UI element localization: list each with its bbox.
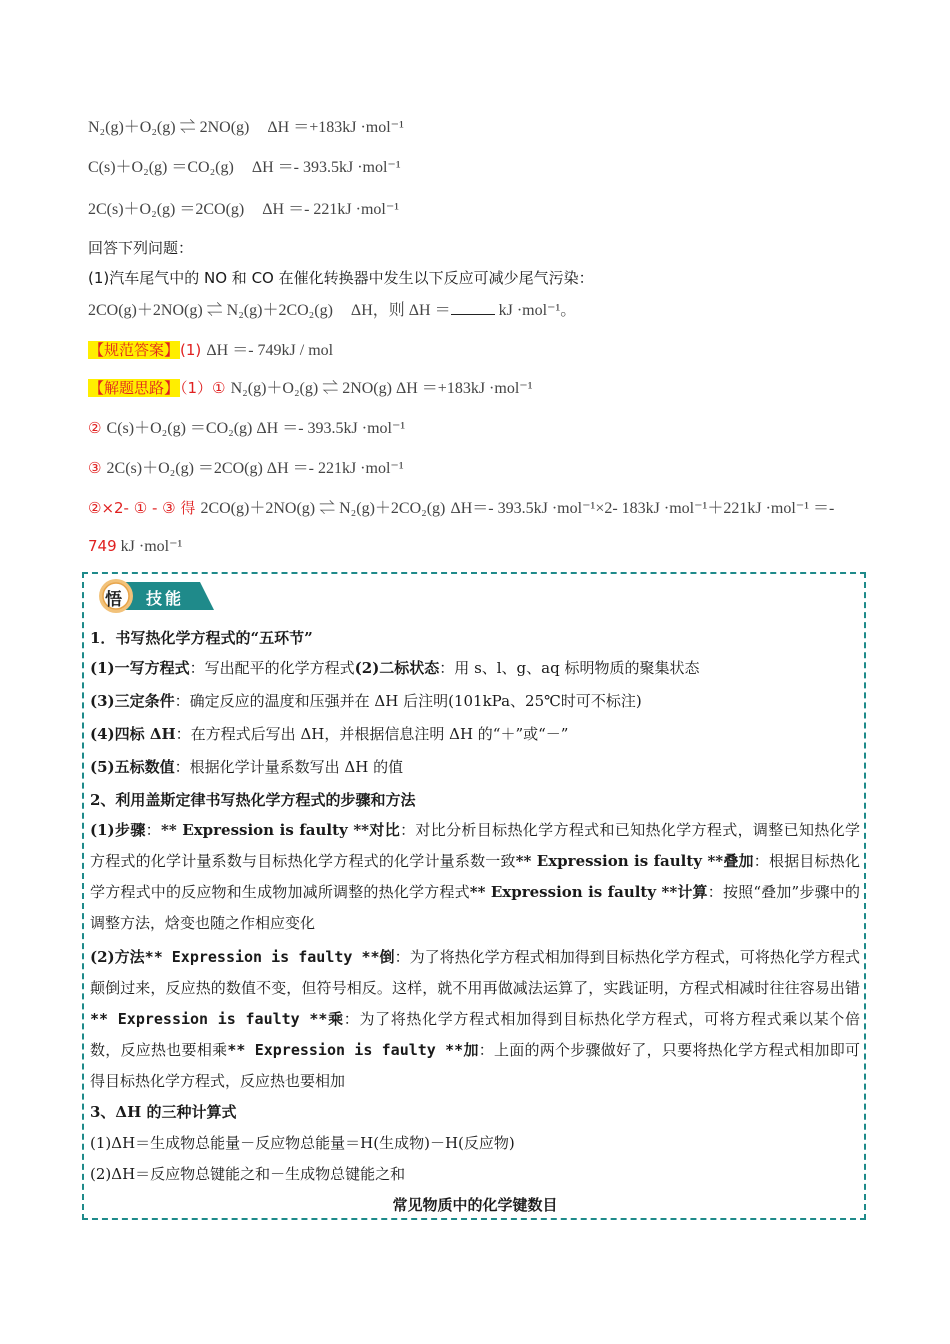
step-label: (1)步骤 [90, 821, 146, 839]
step-equation: N₂(g)＋O₂(g) ⇌ 2NO(g) ΔH ＝+183kJ ·mol⁻¹ [230, 380, 533, 397]
step-equation: C(s)＋O₂(g) ＝CO₂(g) ΔH ＝- 393.5kJ ·mol⁻¹ [106, 420, 406, 437]
step-text: ：用 s、l、g、aq 标明物质的聚集状态 [439, 659, 700, 677]
gaiss-steps-paragraph [90, 815, 860, 939]
skill-line-3 [90, 724, 860, 744]
answer-tag: 【规范答案】 [89, 341, 180, 359]
given-equation-3 [88, 200, 399, 220]
faulty-expression: ** Expression is faulty ** [227, 1041, 464, 1059]
step-label: (1)一写方程式 [90, 659, 190, 677]
equation-text: 2CO(g)＋2NO(g) ⇌ N₂(g)＋2CO₂(g) [88, 302, 333, 319]
question-1-equation [88, 300, 576, 321]
skill-line-1 [90, 658, 860, 678]
formula-1: (1)ΔH＝生成物总能量－反应物总能量＝H(生成物)－H(反应物) [90, 1134, 515, 1152]
solution-line-4 [88, 498, 834, 519]
answer-blank[interactable] [451, 300, 495, 315]
step-marker: （1）① [180, 379, 226, 397]
step-text: ：按照“叠加”步骤中的调整方法，焓变也随之作相应变化 [90, 883, 860, 932]
section-heading-1: 1．书写热化学方程式的“五环节” [90, 629, 313, 647]
answer-value: ΔH ＝- 749kJ / mol [206, 342, 334, 359]
step-label: (5)五标数值 [90, 758, 175, 776]
step-text: ：上面的两个步骤做好了，只要将热化学方程式相加即可得目标热化学方程式，反应热也要相加 [90, 1041, 860, 1090]
step-label: 倒 [379, 948, 395, 966]
question-1: (1)汽车尾气中的 NO 和 CO 在催化转换器中发生以下反应可减少尾气污染： [88, 269, 594, 287]
enthalpy-value: ΔH ＝- 221kJ ·mol⁻¹ [262, 201, 400, 218]
step-text: ： [145, 821, 162, 839]
step-marker: ③ [88, 459, 102, 477]
step-label: 乘 [327, 1010, 344, 1028]
delta-h-calculation: ＝- 393.5kJ ·mol⁻¹×2- 183kJ ·mol⁻¹＋221kJ ·mol⁻¹ ＝- [472, 500, 835, 517]
unit-text: kJ ·mol⁻¹。 [498, 302, 577, 319]
step-label: 叠加 [723, 852, 754, 870]
step-text: ：在方程式后写出 ΔH，并根据信息注明 ΔH 的“＋”或“－” [175, 725, 569, 743]
step-equation: 2C(s)＋O₂(g) ＝2CO(g) ΔH ＝- 221kJ ·mol⁻¹ [106, 460, 404, 477]
step-text: ：写出配平的化学方程式 [189, 659, 355, 677]
equation-text: 2C(s)＋O₂(g) ＝2CO(g) [88, 201, 245, 218]
result-unit: kJ ·mol⁻¹ [116, 538, 183, 555]
step-text: ：为了将热化学方程式相加得到目标热化学方程式，可将热化学方程式颠倒过来，反应热的数值不变，但符号相反。这样，就不用再做减法运算了，实践证明，方程式相减时往往容易出错 [90, 948, 860, 997]
step-label: (3)三定条件 [90, 692, 175, 710]
section-heading-3: 3、ΔH 的三种计算式 [90, 1103, 237, 1121]
gaiss-method-paragraph [90, 942, 860, 1097]
step-text: ：对比分析目标热化学方程式和已知热化学方程式，调整已知热化学方程式的化学计量系数与目标热化学方程式的化学计量系数一致 [90, 821, 860, 870]
answer-number: (1) [180, 341, 202, 359]
step-marker: ② [88, 419, 102, 437]
table-title: 常见物质中的化学键数目 [392, 1196, 558, 1214]
solution-line-5 [88, 536, 182, 557]
given-equation-1 [88, 118, 404, 138]
solution-tag: 【解题思路】 [89, 379, 180, 397]
equation-text: N₂(g)＋O₂(g) ⇌ 2NO(g) [88, 119, 250, 136]
solution-line-1 [88, 378, 533, 399]
step-label: 计算 [677, 883, 708, 901]
given-equation-2 [88, 158, 401, 178]
skill-badge [96, 578, 216, 614]
answer-line [88, 340, 333, 361]
step-label: (4)四标 ΔH [90, 725, 176, 743]
faulty-expression: ** Expression is faulty ** [161, 821, 370, 839]
solution-line-2 [88, 418, 405, 439]
section-heading-2: 2、利用盖斯定律书写热化学方程式的步骤和方法 [90, 791, 416, 809]
step-label: (2)二标状态 [354, 659, 440, 677]
faulty-expression: ** Expression is faulty ** [144, 948, 380, 966]
result-value: 749 [88, 537, 117, 555]
step-marker: ②×2- ① - ③ 得 [88, 499, 196, 517]
step-text: ：根据目标热化学方程式中的反应物和生成物加减所调整的热化学方程式 [90, 852, 860, 901]
badge-text: 技能 [146, 589, 185, 608]
enthalpy-value: ΔH ＝+183kJ ·mol⁻¹ [267, 119, 404, 136]
step-equation: 2CO(g)＋2NO(g) ⇌ N₂(g)＋2CO₂(g) [200, 500, 446, 517]
delta-h-symbol: ΔH [450, 500, 473, 517]
enthalpy-value: ΔH ＝- 393.5kJ ·mol⁻¹ [251, 159, 401, 176]
skill-line-2 [90, 691, 860, 711]
faulty-expression: ** Expression is faulty ** [469, 883, 678, 901]
equation-text: C(s)＋O₂(g) ＝CO₂(g) [88, 159, 234, 176]
solution-line-3 [88, 458, 404, 479]
faulty-expression: ** Expression is faulty ** [515, 852, 724, 870]
step-text: ：确定反应的温度和压强并在 ΔH 后注明(101kPa、25℃时可不标注) [174, 692, 642, 710]
badge-char: 悟 [105, 590, 122, 610]
step-label: 加 [463, 1041, 479, 1059]
formula-2: (2)ΔH＝反应物总键能之和－生成物总键能之和 [90, 1165, 406, 1183]
step-text: ：为了将热化学方程式相加得到目标热化学方程式，可将方程式乘以某个倍数，反应热也要相乘 [90, 1010, 860, 1059]
faulty-expression: ** Expression is faulty ** [90, 1010, 328, 1028]
step-text: ：根据化学计量系数写出 ΔH 的值 [174, 758, 404, 776]
step-label: 对比 [369, 821, 401, 839]
step-label: (2)方法 [90, 948, 145, 966]
skill-line-4 [90, 757, 860, 777]
question-tail: ΔH，则 ΔH ＝ [350, 302, 451, 319]
question-intro: 回答下列问题： [88, 239, 194, 257]
